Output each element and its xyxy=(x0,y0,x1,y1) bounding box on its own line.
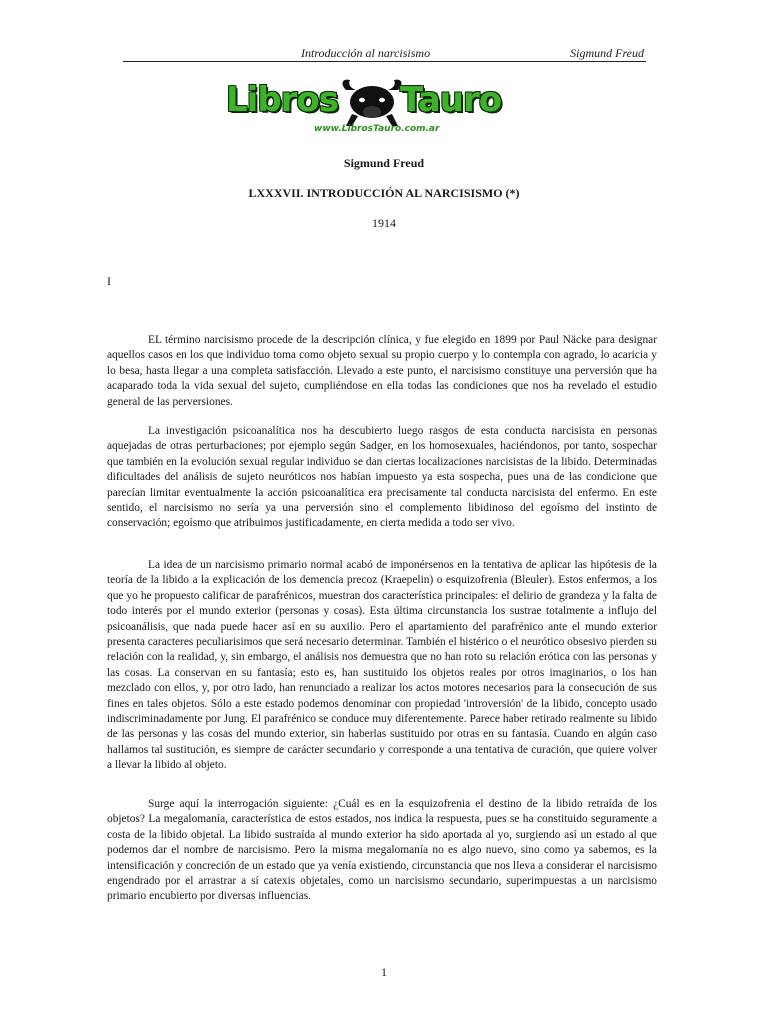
document-year: 1914 xyxy=(372,216,396,230)
bull-icon xyxy=(338,76,406,128)
document-title: LXXXVII. INTRODUCCIÓN AL NARCISISMO (*) xyxy=(248,186,520,200)
paragraph-text: La investigación psicoanalítica nos ha descubierto luego rasgos de esta conducta narcisista en personas aquejadas de otras perturbaciones; por ejemplo según Sadger, en los homosexuales, haciéndonos, por tanto, sospechar que también en la evolución sexual regular individuo se dan ciertas localizaciones narcisistas de la libido. Determinadas dificultades del análisis de sujeto neuróticos nos habían impuesto ya esta sospecha, pues una de las condicione que parecían limitar eventualmente la acción psicoanalítica era precisamente tal conducta narcisista del enfermo. En este sentido, el narcisismo no sería ya una perversión sino el complemento libidinoso del egoísmo del instinto de conservación; egoísmo que atribuimos justificadamente, en cierta medida a todo ser vivo. xyxy=(107,425,657,530)
section-numeral: I xyxy=(107,274,111,288)
logo-url: www.LibrosTauro.com.ar xyxy=(314,124,440,134)
paragraph-3 xyxy=(107,558,657,774)
libros-tauro-logo xyxy=(224,76,516,142)
running-header xyxy=(123,45,646,62)
paragraph-text: Surge aquí la interrogación siguiente: ¿Cuál es en la esquizofrenia el destino de la libido retraída de los objetos? La megalomanía, característica de estos estados, nos indica la respuesta, pues se ha constituido seguramente a costa de la libido objetal. La libido sustraída al mundo exterior ha sido aportada al yo, surgiendo así un estado al que podemos dar el nombre de narcisismo. Pero la misma megalomanía no es algo nuevo, sino como ya sabemos, es la intensificación y concreción de un estado que ya venía existiendo, circunstancia que nos lleva a considerar el narcisismo engendrado por el arrastrar a sí catexis objetales, como un narcisismo secundario, superimpuestas a un narcisismo primario encubierto por diversas influencias. xyxy=(107,798,657,903)
paragraph-text: La idea de un narcisismo primario normal acabó de imponérsenos en la tentativa de aplicar las hipótesis de la teoría de la libido a la explicación de los demencia precoz (Kraepelin) o esquizofrenia (Bleuler). Estos enfermos, a los que yo he propuesto calificar de parafrénicos, muestran dos característica principales: el delirio de grandeza y la falta de todo interés por el mundo exterior (personas y cosas). Esta última circunstancia los sustrae totalmente a influjo del psicoanálisis, que nada puede hacer así en su auxilio. Pero el apartamiento del parafrénico ante el mundo exterior presenta caracteres peculiarisimos que será necesario determinar. También el histérico o el neurótico obsesivo pierden su relación con la realidad, y, sin embargo, el análisis nos demuestra que no han roto su relación erótica con las personas y las cosas. La conservan en su fantasía; esto es, han sustituido los objetos reales por otros imaginarios, o los han mezclado con ellos, y, por otro lado, han renunciado a realizar los actos motores necesarios para la consecución de sus fines en tales objetos. Sólo a este estado podemos denominar con propiedad 'introversión' de la libido, concepto usado indiscriminadamente por Jung. El parafrénico se conduce muy diferentemente. Parece haber retirado realmente su libido de las personas y las cosas del mundo exterior, sin haberlas sustituido por otras en su fantasía. Cuando en algún caso hallamos tal sustitución, es siempre de carácter secundario y corresponde a una tentativa de curación, que quiere volver a llevar la libido al objeto. xyxy=(107,559,657,772)
running-author: Sigmund Freud xyxy=(570,46,644,60)
paragraph-2 xyxy=(107,424,657,532)
paragraph-text: EL término narcisismo procede de la descripción clínica, y fue elegido en 1899 por Paul Näcke para designar aquellos casos en los que individuo toma como objeto sexual su propio cuerpo y lo contempla con agrado, lo acaricia y lo besa, hasta llegar a una completa satisfacción. Llevado a este punto, el narcisismo constituye una perversión que ha acaparado toda la vida sexual del sujeto, cumpliéndose en ella todas las condiciones que nos ha revelado el estudio general de las perversiones. xyxy=(107,334,657,408)
page-number: 1 xyxy=(381,965,387,979)
paragraph-4 xyxy=(107,797,657,905)
logo-text-right: Tauro xyxy=(400,80,502,120)
paragraph-1 xyxy=(107,333,657,410)
logo-text-left: Libros xyxy=(226,80,339,120)
document-author: Sigmund Freud xyxy=(343,156,425,170)
running-title: Introducción al narcisismo xyxy=(301,46,431,60)
